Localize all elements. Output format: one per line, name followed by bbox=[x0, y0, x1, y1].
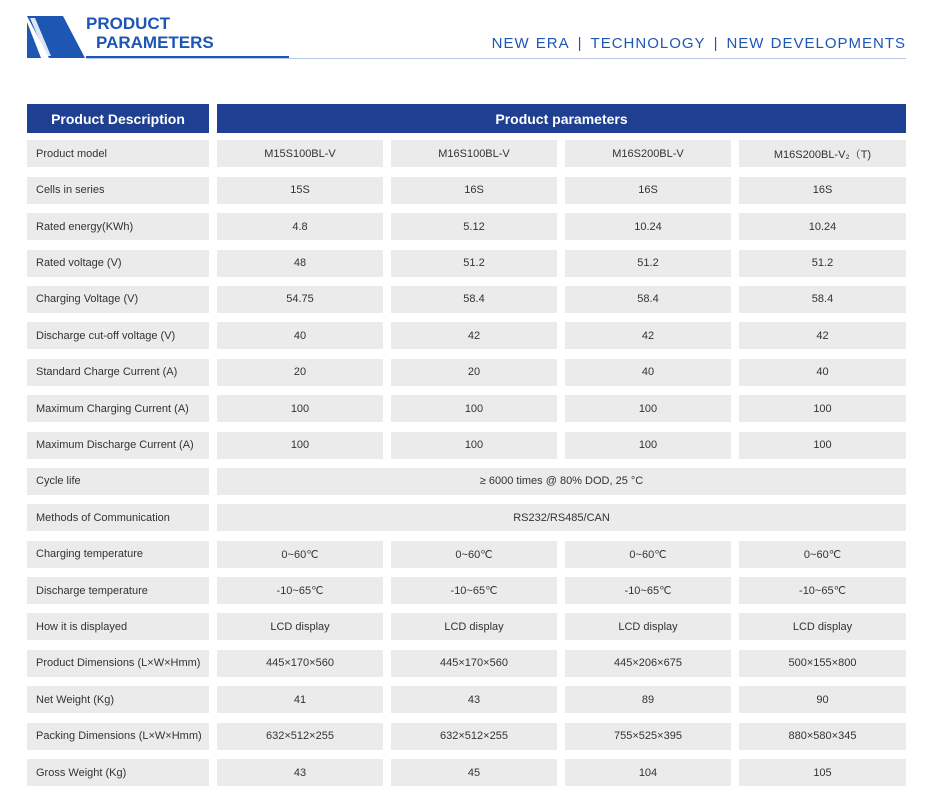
row-label: Rated voltage (V) bbox=[27, 250, 209, 277]
tagline-item: TECHNOLOGY bbox=[590, 35, 706, 52]
table-cell: 100 bbox=[739, 395, 906, 422]
table-cell: M16S100BL-V bbox=[391, 140, 557, 167]
table-cell: M16S200BL-V bbox=[565, 140, 731, 167]
table-cell: 10.24 bbox=[565, 213, 731, 240]
blue-stripes-logo-icon bbox=[27, 16, 87, 58]
tagline bbox=[492, 35, 906, 52]
tagline-separator: | bbox=[577, 35, 583, 52]
table-cell: 40 bbox=[565, 359, 731, 386]
row-label: Cells in series bbox=[27, 177, 209, 204]
table-cell: 0~60℃ bbox=[217, 541, 383, 568]
table-cell: -10~65℃ bbox=[739, 577, 906, 604]
table-cell: 104 bbox=[565, 759, 731, 786]
row-label: Methods of Communication bbox=[27, 504, 209, 531]
table-cell: 0~60℃ bbox=[739, 541, 906, 568]
table-cell: 100 bbox=[391, 395, 557, 422]
header-divider bbox=[86, 58, 906, 59]
table-cell: 105 bbox=[739, 759, 906, 786]
row-label: How it is displayed bbox=[27, 613, 209, 640]
tagline-item: NEW ERA bbox=[491, 35, 570, 52]
table-cell: 58.4 bbox=[565, 286, 731, 313]
row-label: Charging temperature bbox=[27, 541, 209, 568]
table-cell: 40 bbox=[217, 322, 383, 349]
row-label: Maximum Charging Current (A) bbox=[27, 395, 209, 422]
table-cell: 58.4 bbox=[739, 286, 906, 313]
table-cell: 51.2 bbox=[391, 250, 557, 277]
table-cell: 20 bbox=[217, 359, 383, 386]
row-label: Cycle life bbox=[27, 468, 209, 495]
table-cell: 89 bbox=[565, 686, 731, 713]
table-cell: 632×512×255 bbox=[217, 723, 383, 750]
description-header: Product Description bbox=[27, 104, 209, 133]
table-cell: LCD display bbox=[217, 613, 383, 640]
table-cell: 500×155×800 bbox=[739, 650, 906, 677]
parameters-table bbox=[27, 104, 906, 786]
title-line-2: PARAMETERS bbox=[96, 33, 214, 52]
table-cell: -10~65℃ bbox=[391, 577, 557, 604]
table-cell: -10~65℃ bbox=[565, 577, 731, 604]
table-cell: 42 bbox=[739, 322, 906, 349]
table-cell: 16S bbox=[565, 177, 731, 204]
table-cell: 48 bbox=[217, 250, 383, 277]
table-cell: 45 bbox=[391, 759, 557, 786]
table-cell: 40 bbox=[739, 359, 906, 386]
table-cell: 15S bbox=[217, 177, 383, 204]
table-cell: 632×512×255 bbox=[391, 723, 557, 750]
page-title bbox=[86, 14, 214, 52]
table-cell: 42 bbox=[565, 322, 731, 349]
table-cell: 42 bbox=[391, 322, 557, 349]
row-label: Product Dimensions (L×W×Hmm) bbox=[27, 650, 209, 677]
table-cell: 4.8 bbox=[217, 213, 383, 240]
table-cell: 445×170×560 bbox=[217, 650, 383, 677]
table-cell: 100 bbox=[565, 432, 731, 459]
row-label: Gross Weight (Kg) bbox=[27, 759, 209, 786]
row-label: Packing Dimensions (L×W×Hmm) bbox=[27, 723, 209, 750]
table-cell: 0~60℃ bbox=[391, 541, 557, 568]
row-label: Charging Voltage (V) bbox=[27, 286, 209, 313]
tagline-separator: | bbox=[713, 35, 719, 52]
table-cell: ≥ 6000 times @ 80% DOD, 25 °C bbox=[217, 468, 906, 495]
table-cell: 90 bbox=[739, 686, 906, 713]
table-cell: 20 bbox=[391, 359, 557, 386]
table-cell: 100 bbox=[217, 395, 383, 422]
row-label: Standard Charge Current (A) bbox=[27, 359, 209, 386]
table-cell: 100 bbox=[739, 432, 906, 459]
table-cell: 41 bbox=[217, 686, 383, 713]
row-label: Discharge temperature bbox=[27, 577, 209, 604]
table-cell: 445×206×675 bbox=[565, 650, 731, 677]
table-cell: M15S100BL-V bbox=[217, 140, 383, 167]
table-cell: LCD display bbox=[739, 613, 906, 640]
row-label: Product model bbox=[27, 140, 209, 167]
table-cell: RS232/RS485/CAN bbox=[217, 504, 906, 531]
row-label: Rated energy(KWh) bbox=[27, 213, 209, 240]
table-cell: 16S bbox=[391, 177, 557, 204]
table-cell: 755×525×395 bbox=[565, 723, 731, 750]
table-cell: 880×580×345 bbox=[739, 723, 906, 750]
table-cell: 100 bbox=[565, 395, 731, 422]
table-cell: 58.4 bbox=[391, 286, 557, 313]
table-cell: M16S200BL-V₂（T) bbox=[739, 140, 906, 167]
table-cell: 100 bbox=[217, 432, 383, 459]
row-label: Discharge cut-off voltage (V) bbox=[27, 322, 209, 349]
table-cell: 16S bbox=[739, 177, 906, 204]
table-cell: 43 bbox=[217, 759, 383, 786]
row-label: Maximum Discharge Current (A) bbox=[27, 432, 209, 459]
tagline-item: NEW DEVELOPMENTS bbox=[726, 35, 906, 52]
row-label: Net Weight (Kg) bbox=[27, 686, 209, 713]
table-cell: 0~60℃ bbox=[565, 541, 731, 568]
table-cell: 10.24 bbox=[739, 213, 906, 240]
table-cell: -10~65℃ bbox=[217, 577, 383, 604]
parameters-header: Product parameters bbox=[217, 104, 906, 133]
table-cell: 100 bbox=[391, 432, 557, 459]
table-cell: 43 bbox=[391, 686, 557, 713]
table-cell: 54.75 bbox=[217, 286, 383, 313]
table-cell: LCD display bbox=[565, 613, 731, 640]
table-cell: 445×170×560 bbox=[391, 650, 557, 677]
title-line-1: PRODUCT bbox=[86, 14, 171, 33]
table-cell: 51.2 bbox=[739, 250, 906, 277]
table-cell: 5.12 bbox=[391, 213, 557, 240]
table-cell: LCD display bbox=[391, 613, 557, 640]
table-cell: 51.2 bbox=[565, 250, 731, 277]
